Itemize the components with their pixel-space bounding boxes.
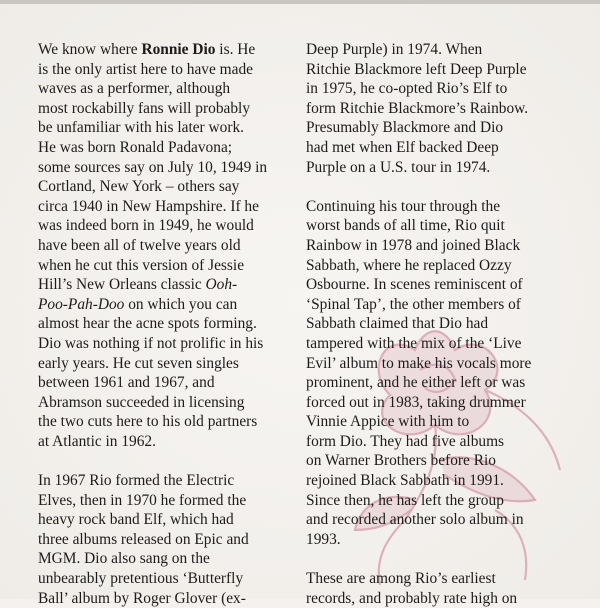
text-line: Vinnie Appice with him to [306,413,470,431]
text-line: ‘Spinal Tap’, the other members of [306,295,521,313]
text-line: Dio was nothing if not prolific in his [38,334,264,352]
text-line: MGM. Dio also sang on the [38,550,210,568]
text-line: He was born Ronald Padavona; [38,138,233,156]
text-line: form Ritchie Blackmore’s Rainbow. [306,99,529,117]
text-line: when he cut this version of Jessie [38,256,245,274]
text-line: rejoined Black Sabbath in 1991. [306,472,504,490]
text-line: Ball’ album by Roger Glover (ex- [38,589,246,607]
text-line: We know where Ronnie Dio is. He [38,41,256,58]
text-line: Elves, then in 1970 he formed the [38,491,247,509]
text-line: records, and probably rate high on [306,589,518,607]
text-line: Osbourne. In scenes reminiscent of [306,276,523,294]
paragraph-gap [306,549,562,569]
text-line: prominent, and he either left or was [306,374,526,392]
text-line: have been all of twelve years old [38,236,241,254]
text-line: most rockabilly fans will probably [38,99,251,117]
artist-name-bold: Ronnie Dio [141,41,216,58]
text-line: be unfamiliar with his later work. [38,119,245,137]
text-line: on Warner Brothers before Rio [306,452,496,470]
text-line: some sources say on July 10, 1949 in [38,158,268,176]
text-line: waves as a performer, although [38,80,231,98]
text-line: Evil’ album to make his vocals more [306,354,532,372]
song-title-italic: Ooh- [205,276,238,294]
text-line: the two cuts here to his old partners [38,413,258,431]
text-line: Ritchie Blackmore left Deep Purple [306,60,527,78]
paragraph-gap [38,451,283,471]
text-line: in 1975, he co-opted Rio’s Elf to [306,80,508,98]
text-line: had met when Elf backed Deep [306,138,499,156]
text-line: form Dio. They had five albums [306,432,505,450]
text-line: Sabbath claimed that Dio had [306,315,489,333]
text-line: almost hear the acne spots forming. [38,315,257,333]
song-title-italic: Poo-Pah-Doo [38,295,125,313]
text-line: worst bands of all time, Rio quit [306,217,505,235]
text-line: is the only artist here to have made [38,60,253,78]
text-line: Hill’s New Orleans classic Ooh- [38,276,238,294]
text-line: circa 1940 in New Hampshire. If he [38,197,259,215]
text-line: Poo-Pah-Doo on which you can [38,295,238,313]
text-line: 1993. [306,530,341,548]
right-text-column [306,40,562,608]
text-line: Since then, he has left the group [306,491,504,509]
text-line: Cortland, New York – others say [38,178,240,196]
text-line: Rainbow in 1978 and joined Black [306,236,521,254]
text-line: between 1961 and 1967, and [38,374,215,392]
text-line: Presumably Blackmore and Dio [306,119,504,137]
text-line: Deep Purple) in 1974. When [306,41,483,58]
text-line: and recorded another solo album in [306,511,524,529]
text-line: forced out in 1983, taking drummer [306,393,526,411]
text-line: tampered with the mix of the ‘Live [306,334,522,352]
page-edge [0,0,600,4]
left-text-column [38,40,283,608]
text-line: Abramson succeeded in licensing [38,393,245,411]
paragraph-gap [306,177,562,197]
text-line: unbearably pretentious ‘Butterfly [38,570,244,588]
text-line: Purple on a U.S. tour in 1974. [306,158,491,176]
text-line: Sabbath, where he replaced Ozzy [306,256,512,274]
text-line: Continuing his tour through the [306,197,501,215]
text-line: three albums released on Epic and [38,530,249,548]
text-line: heavy rock band Elf, which had [38,511,234,529]
text-line: In 1967 Rio formed the Electric [38,472,235,490]
text-line: at Atlantic in 1962. [38,432,156,450]
text-line: was indeed born in 1949, he would [38,217,254,235]
text-line: These are among Rio’s earliest [306,570,496,588]
text-line: early years. He cut seven singles [38,354,239,372]
